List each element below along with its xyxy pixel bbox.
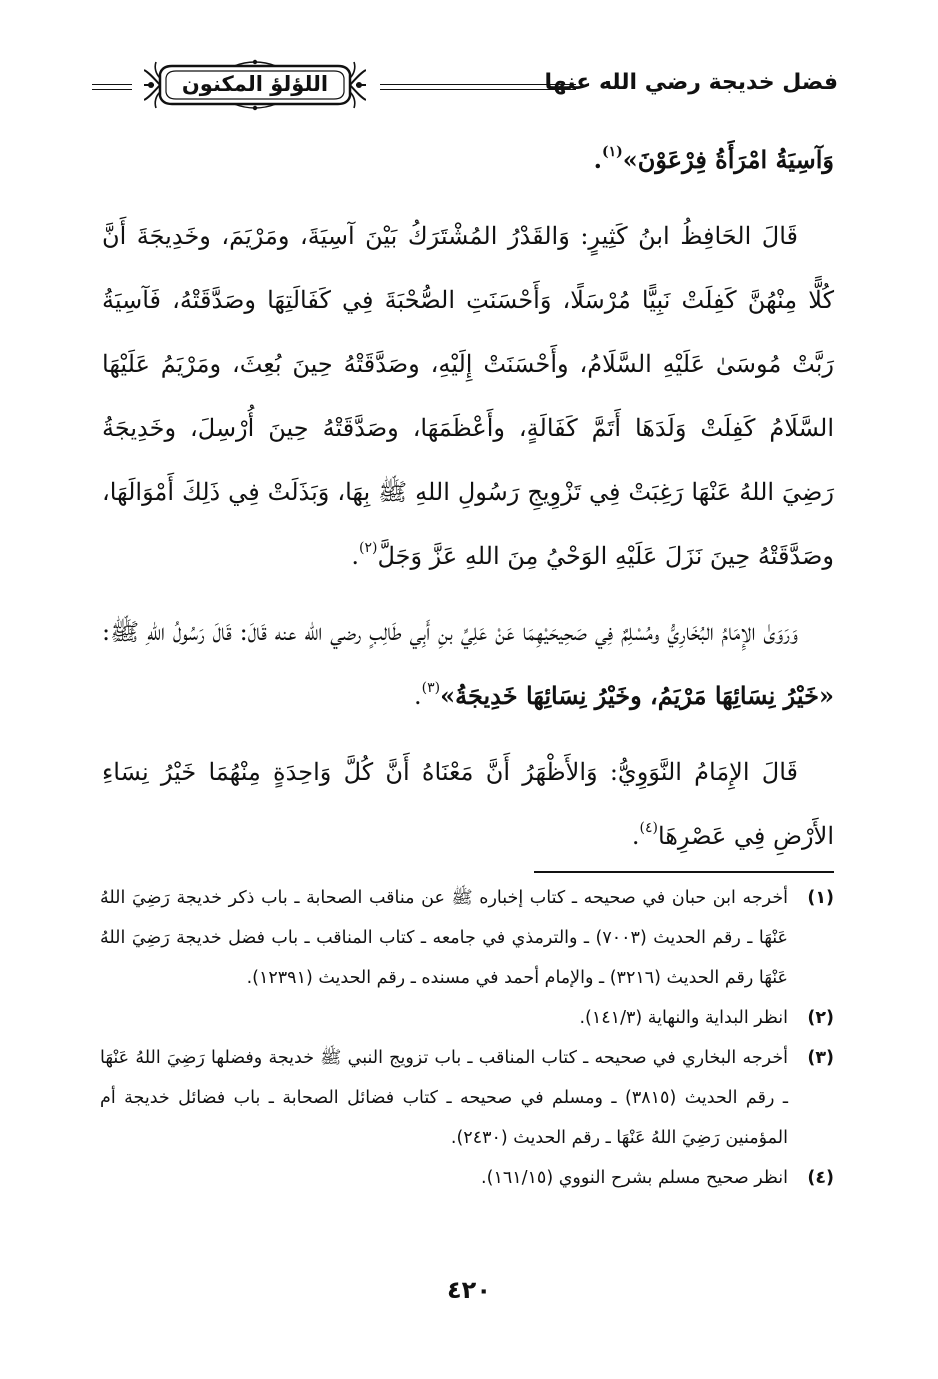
footnote-4 [100, 1158, 834, 1198]
footnote-number: (٢) [807, 1008, 834, 1028]
footnote-text: أخرجه البخاري في صحيحه ـ كتاب المناقب ـ باب تزويج النبي ﷺ خديجة وفضلها رَضِيَ اللهُ عَنْهَا ـ رقم الحديث (٣٨١٥) ـ ومسلم في صحيحه ـ كتاب فضائل الصحابة ـ باب فضائل خديجة أم المؤمنين رَضِيَ اللهُ عَنْهَا ـ رقم الحديث (٢٤٣٠). [100, 1048, 788, 1148]
footnote-number: (١) [807, 888, 834, 908]
paragraph-1 [102, 128, 834, 192]
footnote-ref-2[interactable]: (٢) [358, 540, 378, 556]
paragraph-1-text: وَآسِيَةُ امْرَأَةُ فِرْعَوْنَ» [622, 145, 834, 174]
footnote-text: أخرجه ابن حبان في صحيحه ـ كتاب إخباره ﷺ عن مناقب الصحابة ـ باب ذكر خديجة رَضِيَ اللهُ عَنْهَا ـ رقم الحديث (٧٠٠٣) ـ والترمذي في جامعه ـ كتاب المناقب ـ باب فضل خديجة رَضِيَ اللهُ عَنْهَا رقم الحديث (٣٢١٦) ـ والإمام أحمد في مسنده ـ رقم الحديث (١٢٣٩١). [100, 888, 788, 988]
paragraph-2 [102, 204, 834, 588]
footnote-ref-4[interactable]: (٤) [639, 820, 658, 836]
hadith-quote: «خَيْرُ نِسَائِهَا مَرْيَمُ، وخَيْرُ نِسَائِهَا خَدِيجَةُ» [440, 681, 834, 710]
paragraph-1-end: . [593, 145, 602, 174]
footnote-2 [100, 998, 834, 1038]
footnote-1 [100, 878, 834, 998]
footnote-number: (٤) [807, 1168, 834, 1188]
footnote-text: انظر البداية والنهاية (١٤١/٣). [579, 1008, 788, 1028]
footnote-ref-1[interactable]: (١) [601, 144, 623, 160]
book-title: اللؤلؤ المكنون [181, 72, 329, 96]
footnote-separator [534, 871, 834, 873]
main-text [102, 128, 834, 868]
paragraph-2-text: قَالَ الحَافِظُ ابنُ كَثِيرٍ: وَالقَدْرُ المُشْتَرَكُ بَيْنَ آسِيَةَ، ومَرْيَمَ، وخَدِيجَةَ أَنَّ كُلًّا مِنْهُنَّ كَفِلَتْ نَبِيًّا مُرْسَلًا، وَأَحْسَنَتِ الصُّحْبَةَ فِي كَفَالَتِهَا وصَدَّقَتْهُ، فَآسِيَةُ رَبَّتْ مُوسَىٰ عَلَيْهِ السَّلَامُ، وأَحْسَنَتْ إِلَيْهِ، وصَدَّقَتْهُ حِينَ بُعِثَ، ومَرْيَمُ عَلَيْهَا السَّلَامُ كَفِلَتْ وَلَدَهَا أَتَمَّ كَفَالَةٍ، وأَعْظَمَهَا، وصَدَّقَتْهُ حِينَ أُرْسِلَ، وخَدِيجَةُ رَضِيَ اللهُ عَنْهَا رَغِبَتْ فِي تَزْوِيجِ رَسُولِ اللهِ ﷺ بِهَا، وَبَذَلَتْ فِي ذَلِكَ أَمْوَالَهَا، وصَدَّقَتْهُ حِينَ نَزَلَ عَلَيْهِ الوَحْيُ مِنَ اللهِ عَزَّ وَجَلَّ [102, 222, 834, 570]
running-header [92, 56, 838, 116]
paragraph-4-end: . [631, 822, 640, 850]
header-rule [380, 84, 576, 90]
paragraph-2-end: . [351, 542, 359, 570]
book-title-cartouche [144, 58, 366, 112]
paragraph-3 [102, 600, 834, 728]
footnotes [100, 878, 834, 1198]
footnote-ref-3[interactable]: (٣) [421, 680, 441, 696]
section-title: فضل خديجة رضي الله عنها [544, 70, 838, 95]
footnote-number: (٣) [807, 1048, 834, 1068]
paragraph-3-text: وَرَوَىٰ الإِمَامُ البُخَارِيُّ ومُسْلِمٌ فِي صَحِيحَيْهِمَا عَنْ عَلِيِّ بنِ أَبِي طَالِبٍ رضي الله عنه قَالَ: قَالَ رَسُولُ اللهِ ﷺ: [102, 618, 798, 646]
footnote-text: انظر صحيح مسلم بشرح النووي (١٦١/١٥). [481, 1168, 788, 1188]
page-number: ٤٢٠ [447, 1276, 491, 1304]
paragraph-4 [102, 740, 834, 868]
paragraph-3-end: . [414, 682, 422, 710]
footnote-3 [100, 1038, 834, 1158]
paragraph-4-text: قَالَ الإِمَامُ النَّوَوِيُّ: وَالأَظْهَرُ أَنَّ مَعْنَاهُ أَنَّ كُلَّ وَاحِدَةٍ مِنْهُمَا خَيْرُ نِسَاءِ الأَرْضِ فِي عَصْرِهَا [102, 758, 834, 850]
header-rule [92, 84, 132, 90]
